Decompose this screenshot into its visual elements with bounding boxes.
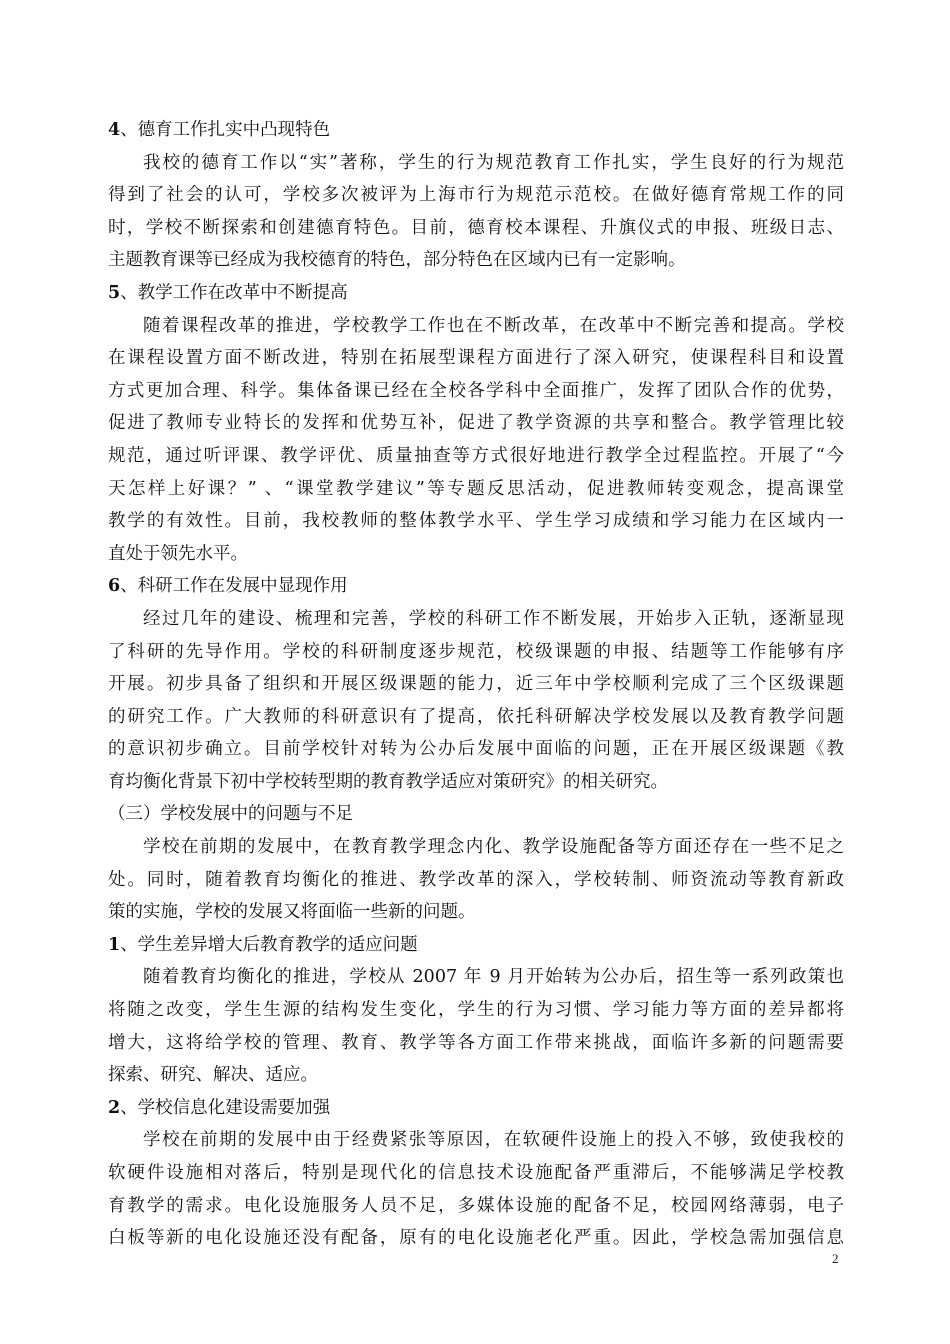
paragraph bbox=[108, 147, 844, 277]
paragraph-line: 学校在前期的发展中，在教育教学理念内化、教学设施配备等方面还存在一些不足之 bbox=[143, 837, 844, 858]
paragraph-line: 增大，这将给学校的管理、教育、教学等各方面工作带来挑战，面临许多新的问题需要 bbox=[108, 1032, 844, 1053]
heading-number: 5 bbox=[108, 282, 121, 303]
subsection-heading bbox=[108, 798, 844, 831]
paragraph-line: 我校的德育工作以“实”著称，学生的行为规范教育工作扎实，学生良好的行为规范 bbox=[143, 152, 844, 173]
heading-line bbox=[108, 570, 844, 603]
paragraph-line: 处。同时，随着教育均衡化的推进、教学改革的深入，学校转制、师资流动等教育新政 bbox=[108, 869, 844, 890]
paragraph-line: 促进了教师专业特长的发挥和优势互补，促进了教学资源的共享和整合。教学管理比较 bbox=[108, 413, 844, 434]
paragraph bbox=[108, 831, 844, 929]
paragraph-line: 学校在前期的发展中由于经费紧张等原因，在软硬件设施上的投入不够，致使我校的 bbox=[143, 1130, 844, 1151]
paragraph bbox=[108, 961, 844, 1091]
page-number: 2 bbox=[832, 1251, 839, 1266]
paragraph-line: 随着教育均衡化的推进，学校从 2007 年 9 月开始转为公办后，招生等一系列政策也 bbox=[143, 967, 844, 988]
heading-text: 、学校信息化建设需要加强 bbox=[120, 1097, 331, 1118]
document-page bbox=[108, 114, 844, 1255]
section-heading bbox=[108, 277, 844, 310]
heading-number: 4 bbox=[108, 120, 121, 140]
subsection-heading-text: （三）学校发展中的问题与不足 bbox=[108, 804, 353, 825]
paragraph-line: 时，学校不断探索和创建德育特色。目前，德育校本课程、升旗仪式的申报、班级日志、 bbox=[108, 217, 844, 238]
heading-line bbox=[108, 1092, 844, 1125]
heading-number: 2 bbox=[108, 1097, 121, 1118]
section-heading bbox=[108, 570, 844, 603]
heading-line bbox=[108, 929, 844, 962]
section-heading bbox=[108, 929, 844, 962]
paragraph bbox=[108, 603, 844, 799]
paragraph-line: 了科研的先导作用。学校的科研制度逐步规范，校级课题的申报、结题等工作能够有序 bbox=[108, 641, 844, 662]
heading-line bbox=[108, 277, 844, 310]
paragraph-line: 方式更加合理、科学。集体备课已经在全校各学科中全面推广，发挥了团队合作的优势， bbox=[108, 380, 844, 401]
heading-text: 、学生差异增大后教育教学的适应问题 bbox=[120, 934, 418, 955]
paragraph-line: 白板等新的电化设施还没有配备，原有的电化设施老化严重。因此，学校急需加强信息 bbox=[108, 1228, 844, 1249]
section-heading bbox=[108, 1092, 844, 1125]
paragraph-line: 直处于领先水平。 bbox=[108, 543, 248, 564]
paragraph-line: 的研究工作。广大教师的科研意识有了提高，依托科研解决学校发展以及教育教学问题 bbox=[108, 706, 844, 727]
heading-text: 、教学工作在改革中不断提高 bbox=[120, 282, 348, 303]
section-heading bbox=[108, 114, 844, 147]
paragraph-line: 软硬件设施相对落后，特别是现代化的信息技术设施配备严重滞后，不能够满足学校教 bbox=[108, 1163, 844, 1183]
paragraph-line: 随着课程改革的推进，学校教学工作也在不断改革，在改革中不断完善和提高。学校 bbox=[143, 315, 844, 336]
paragraph bbox=[108, 310, 844, 571]
paragraph-line: 探索、研究、解决、适应。 bbox=[108, 1065, 318, 1086]
heading-line bbox=[108, 114, 844, 147]
paragraph-line: 得到了社会的认可，学校多次被评为上海市行为规范示范校。在做好德育常规工作的同 bbox=[108, 185, 844, 206]
paragraph-line: 的意识初步确立。目前学校针对转为公办后发展中面临的问题，正在开展区级课题《教 bbox=[108, 739, 844, 760]
paragraph-line: 规范，通过听评课、教学评优、质量抽查等方式很好地进行教学全过程监控。开展了“今 bbox=[108, 445, 844, 466]
paragraph-line: 开展。初步具备了组织和开展区级课题的能力，近三年中学校顺利完成了三个区级课题 bbox=[108, 674, 844, 695]
heading-text: 、科研工作在发展中显现作用 bbox=[120, 576, 348, 597]
paragraph-line: 将随之改变，学生生源的结构发生变化，学生的行为习惯、学习能力等方面的差异都将 bbox=[108, 1000, 844, 1021]
paragraph-line: 教学的有效性。目前，我校教师的整体教学水平、学生学习成绩和学习能力在区域内一 bbox=[108, 511, 844, 532]
paragraph-line: 育教学的需求。电化设施服务人员不足，多媒体设施的配备不足，校园网络薄弱，电子 bbox=[108, 1195, 844, 1216]
heading-number: 6 bbox=[108, 576, 121, 597]
paragraph bbox=[108, 1124, 844, 1254]
paragraph-line: 主题教育课等已经成为我校德育的特色，部分特色在区域内已有一定影响。 bbox=[108, 250, 686, 271]
paragraph-line: 策的实施，学校的发展又将面临一些新的问题。 bbox=[108, 902, 476, 923]
paragraph-line: 育均衡化背景下初中学校转型期的教育教学适应对策研究》的相关研究。 bbox=[108, 771, 668, 792]
heading-text: 、德育工作扎实中凸现特色 bbox=[120, 120, 331, 140]
heading-number: 1 bbox=[108, 934, 121, 955]
paragraph-line: 在课程设置方面不断改进，特别在拓展型课程方面进行了深入研究，使课程科目和设置 bbox=[108, 348, 844, 369]
paragraph-line: 天怎样上好课？” 、“课堂教学建议”等专题反思活动，促进教师转变观念，提高课堂 bbox=[108, 478, 844, 499]
paragraph-line: 经过几年的建设、梳理和完善，学校的科研工作不断发展，开始步入正轨，逐渐显现 bbox=[143, 608, 844, 629]
